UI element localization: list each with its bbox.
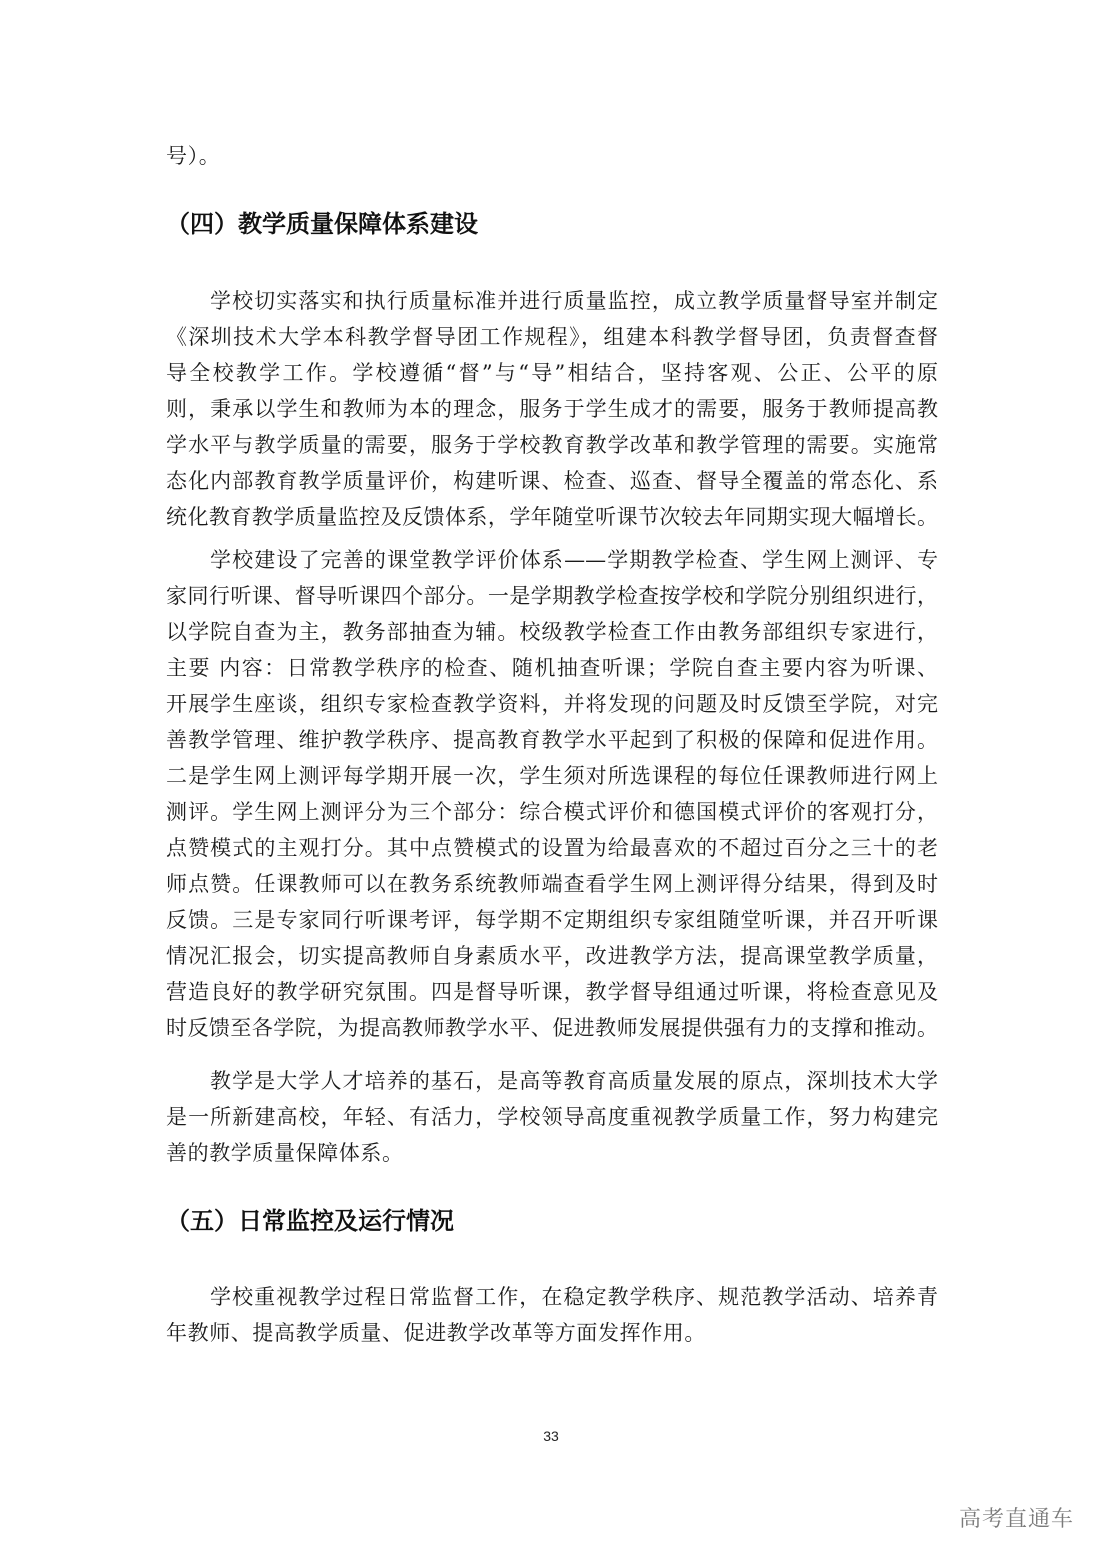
paragraph-line: 以学院自查为主，教务部抽查为辅。校级教学检查工作由教务部组织专家进行， (166, 620, 938, 644)
paragraph-line: 态化内部教育教学质量评价，构建听课、检查、巡查、督导全覆盖的常态化、系 (166, 469, 938, 493)
paragraph-line: 《深圳技术大学本科教学督导团工作规程》，组建本科教学督导团，负责督查督 (166, 325, 938, 349)
paragraph-line: 善的教学质量保障体系。 (166, 1141, 404, 1165)
section-4-heading: （四）教学质量保障体系建设 (166, 210, 478, 238)
paragraph-line: 是一所新建高校，年轻、有活力，学校领导高度重视教学质量工作，努力构建完 (166, 1105, 938, 1129)
paragraph-line: 统化教育教学质量监控及反馈体系，学年随堂听课节次较去年同期实现大幅增长。 (166, 505, 938, 529)
paragraph-line: 反馈。三是专家同行听课考评，每学期不定期组织专家组随堂听课，并召开听课 (166, 908, 938, 932)
paragraph-line: 营造良好的教学研究氛围。四是督导听课，教学督导组通过听课，将检查意见及 (166, 980, 938, 1004)
continuation-line: 号）。 (166, 144, 221, 168)
paragraph-line: 测评。学生网上测评分为三个部分：综合模式评价和德国模式评价的客观打分， (166, 800, 938, 824)
paragraph-line: 情况汇报会，切实提高教师自身素质水平，改进教学方法，提高课堂教学质量， (166, 944, 938, 968)
paragraph-line: 时反馈至各学院，为提高教师教学水平、促进教师发展提供强有力的支撑和推动。 (166, 1016, 938, 1040)
watermark: 高考直通车 (958, 1507, 1074, 1532)
paragraph-line: 导全校教学工作。学校遵循“督”与“导”相结合，坚持客观、公正、公平的原 (166, 361, 938, 385)
paragraph-line: 二是学生网上测评每学期开展一次，学生须对所选课程的每位任课教师进行网上 (166, 764, 938, 788)
paragraph-line: 学水平与教学质量的需要，服务于学校教育教学改革和教学管理的需要。实施常 (166, 433, 938, 457)
section-5-heading: （五）日常监控及运行情况 (166, 1207, 454, 1235)
paragraph-line: 则，秉承以学生和教师为本的理念，服务于学生成才的需要，服务于教师提高教 (166, 397, 938, 421)
paragraph-line: 主要 内容：日常教学秩序的检查、随机抽查听课；学院自查主要内容为听课、 (166, 656, 938, 680)
paragraph-line: 点赞模式的主观打分。其中点赞模式的设置为给最喜欢的不超过百分之三十的老 (166, 836, 938, 860)
paragraph-line: 年教师、提高教学质量、促进教学改革等方面发挥作用。 (166, 1321, 706, 1345)
paragraph-line: 开展学生座谈，组织专家检查教学资料，并将发现的问题及时反馈至学院，对完 (166, 692, 938, 716)
page-number: 33 (543, 1428, 559, 1444)
paragraph-line: 善教学管理、维护教学秩序、提高教育教学水平起到了积极的保障和促进作用。 (166, 728, 938, 752)
paragraph-line: 学校切实落实和执行质量标准并进行质量监控，成立教学质量督导室并制定 (210, 289, 938, 313)
paragraph-line: 师点赞。任课教师可以在教务系统教师端查看学生网上测评得分结果，得到及时 (166, 872, 938, 896)
paragraph-line: 学校重视教学过程日常监督工作，在稳定教学秩序、规范教学活动、培养青 (210, 1285, 938, 1309)
paragraph-line: 学校建设了完善的课堂教学评价体系——学期教学检查、学生网上测评、专 (210, 548, 938, 572)
paragraph-line: 教学是大学人才培养的基石，是高等教育高质量发展的原点，深圳技术大学 (210, 1069, 938, 1093)
paragraph-line: 家同行听课、督导听课四个部分。一是学期教学检查按学校和学院分别组织进行， (166, 584, 938, 608)
